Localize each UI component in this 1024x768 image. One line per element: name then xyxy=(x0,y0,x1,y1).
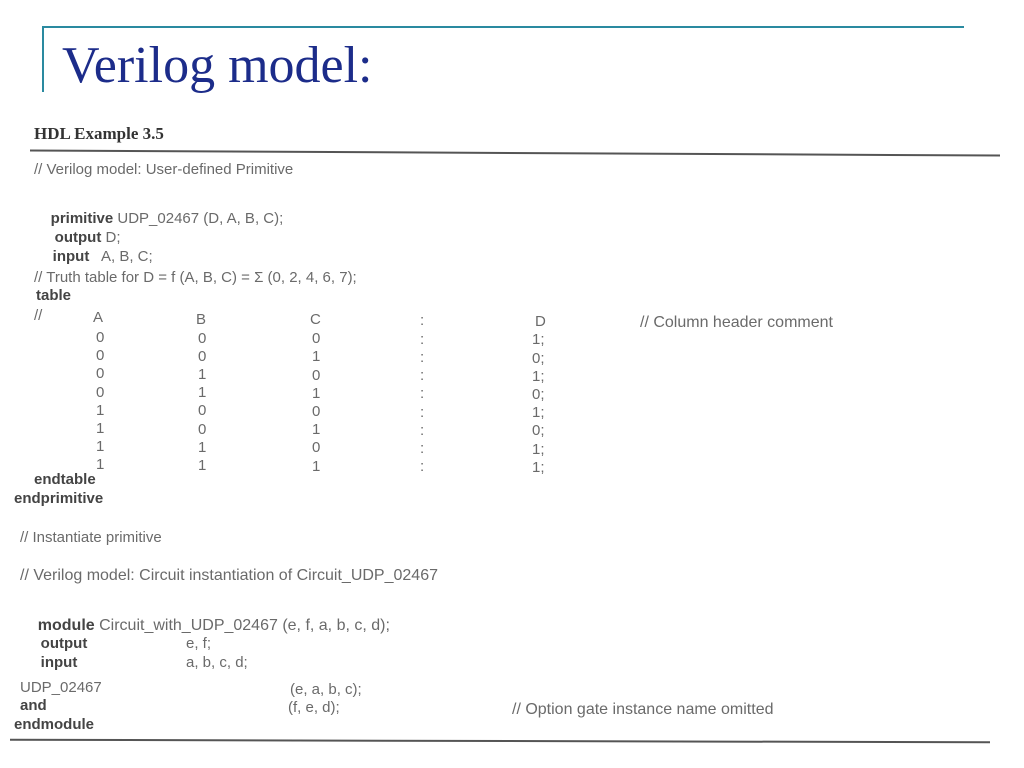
table-header-d: D xyxy=(535,313,546,330)
table-row-1-a: 0 xyxy=(96,329,105,346)
keyword-output-2: output xyxy=(40,635,88,652)
and-ports: (f, e, d); xyxy=(288,699,340,716)
keyword-and: and xyxy=(20,697,47,714)
table-header-comment: // Column header comment xyxy=(640,314,833,331)
heading-rule xyxy=(30,149,1000,156)
table-header-a: A xyxy=(93,309,104,326)
table-row-6-c: 1 xyxy=(312,421,321,439)
table-row-6-b: 0 xyxy=(198,420,207,438)
keyword-table: table xyxy=(36,287,72,304)
output-ports: D; xyxy=(101,229,121,246)
table-row-7-d: 1; xyxy=(532,440,545,458)
table-row-1-colon: : xyxy=(420,330,425,348)
table-row-6-colon: : xyxy=(420,421,425,439)
table-row-4-a: 0 xyxy=(96,383,105,401)
table-row-8-a: 1 xyxy=(96,456,105,474)
table-row-1-c: 0 xyxy=(312,330,321,348)
and-comment: // Option gate instance name omitted xyxy=(512,701,774,718)
comment-model: // Verilog model: User-defined Primitive xyxy=(34,161,294,178)
table-row-1-b: 0 xyxy=(198,329,207,347)
hdl-example-scan xyxy=(0,118,1024,758)
keyword-input: input xyxy=(52,248,90,265)
table-row-7-colon: : xyxy=(420,440,425,457)
keyword-endprimitive: endprimitive xyxy=(14,490,104,507)
table-row-7-c: 0 xyxy=(312,439,321,457)
table-row-2-a: 0 xyxy=(96,347,105,365)
input-ports-2: a, b, c, d; xyxy=(186,654,248,671)
table-row-5-colon: : xyxy=(420,403,425,421)
table-row-5-a: 1 xyxy=(96,401,105,419)
udp-instance-ports: (e, a, b, c); xyxy=(290,681,362,698)
table-row-1-d: 1; xyxy=(532,331,545,349)
keyword-primitive: primitive xyxy=(50,210,114,227)
table-row-2-colon: : xyxy=(420,349,425,366)
table-row-8-d: 1; xyxy=(532,458,545,476)
table-row-5-b: 0 xyxy=(198,402,207,420)
example-heading: HDL Example 3.5 xyxy=(34,124,164,143)
module-signature: Circuit_with_UDP_02467 (e, f, a, b, c, d); xyxy=(94,617,390,634)
table-row-5-c: 0 xyxy=(312,403,321,420)
output-ports-2: e, f; xyxy=(186,635,212,652)
table-row-3-b: 1 xyxy=(198,366,207,383)
table-row-3-a: 0 xyxy=(96,365,105,383)
table-header-b: B xyxy=(196,311,207,328)
keyword-endtable: endtable xyxy=(34,471,96,488)
slide-frame-vertical xyxy=(42,26,44,92)
table-row-4-colon: : xyxy=(420,385,425,403)
table-row-3-d: 1; xyxy=(532,367,545,385)
table-row-3-c: 0 xyxy=(312,366,321,384)
keyword-input-2: input xyxy=(40,654,78,671)
table-header-comment-marker: // xyxy=(34,307,43,324)
table-row-4-d: 0; xyxy=(532,386,545,403)
table-row-8-colon: : xyxy=(420,458,425,476)
comment-circuit: // Verilog model: Circuit instantiation of Circuit_UDP_02467 xyxy=(20,567,438,584)
udp-instance-name: UDP_02467 xyxy=(20,679,102,696)
table-row-3-colon: : xyxy=(420,367,425,385)
comment-truth-table: // Truth table for D = f (A, B, C) = Σ (0, 2, 4, 6, 7); xyxy=(34,269,357,286)
keyword-endmodule: endmodule xyxy=(14,716,95,733)
table-row-4-b: 1 xyxy=(198,384,207,402)
slide-frame-horizontal xyxy=(42,26,964,28)
table-header-colon: : xyxy=(420,312,425,329)
table-row-7-b: 1 xyxy=(198,438,207,456)
table-row-2-c: 1 xyxy=(312,348,321,366)
slide-title: Verilog model: xyxy=(62,37,373,94)
table-row-8-b: 1 xyxy=(198,457,207,474)
keyword-output: output xyxy=(54,229,102,246)
table-row-2-d: 0; xyxy=(532,349,545,367)
table-row-7-a: 1 xyxy=(96,438,105,456)
table-header-c: C xyxy=(310,311,321,328)
bottom-rule xyxy=(10,739,990,743)
keyword-module: module xyxy=(37,617,95,634)
primitive-signature: UDP_02467 (D, A, B, C); xyxy=(113,210,284,227)
comment-instantiate: // Instantiate primitive xyxy=(20,529,162,546)
table-row-6-d: 0; xyxy=(532,422,545,440)
table-row-6-a: 1 xyxy=(96,420,105,437)
input-ports: A, B, C; xyxy=(89,248,153,265)
table-row-4-c: 1 xyxy=(312,384,321,402)
table-row-2-b: 0 xyxy=(198,347,207,365)
table-row-5-d: 1; xyxy=(532,404,545,422)
table-row-8-c: 1 xyxy=(312,457,321,475)
